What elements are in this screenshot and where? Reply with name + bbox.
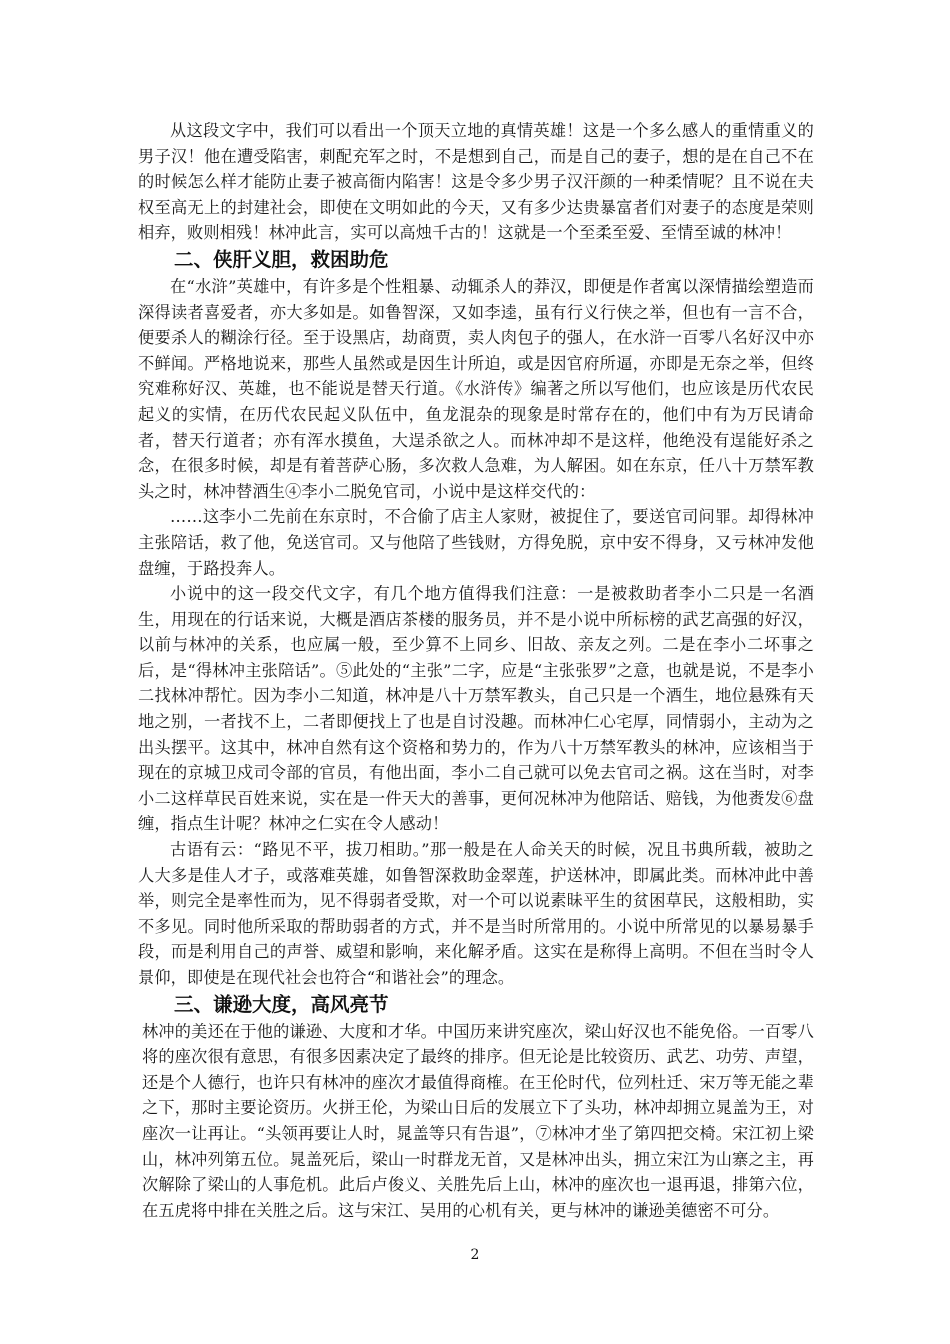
section-heading-3: 三、谦逊大度，高风亮节: [174, 992, 389, 1016]
document-body: [138, 118, 814, 1223]
paragraph-intro: 从这段文字中，我们可以看出一个顶天立地的真情英雄！这是一个多么感人的重情重义的男子汉！他在遭受陷害，刺配充军之时，不是想到自己，而是自己的妻子，想的是在自己不在的时候怎么样才能防止妻子被高衙内陷害！这是令多少男子汉汗颜的一种柔情呢？且不说在夫权至高无上的封建社会，即使在文明如此的今天，又有多少达贵暴富者们对妻子的态度是荣则相弃，败则相残！林冲此言，实可以高烛千古的！这就是一个至柔至爱、至情至诚的林冲！: [138, 121, 814, 243]
paragraph-section3-1: 林冲的美还在于他的谦逊、大度和才华。中国历来讲究座次，梁山好汉也不能免俗。一百零八将的座次很有意思，有很多因素决定了最终的排序。但无论是比较资历、武艺、功劳、声望，还是个人德行，也许只有林冲的座次才最值得商榷。在王伦时代，位列杜迁、宋万等无能之辈之下，那时主要论资历。火拼王伦，为梁山日后的发展立下了头功，林冲却拥立晁盖为王，对座次一让再让。“头领再要让人时，晁盖等只有告退”，⑦林冲才坐了第四把交椅。宋江初上梁山，林冲列第五位。晁盖死后，梁山一时群龙无首，又是林冲出头，拥立宋江为山寨之主，再次解除了梁山的人事危机。此后卢俊义、关胜先后上山，林冲的座次也一退再退，排第六位，在五虎将中排在关胜之后。这与宋江、吴用的心机有关，更与林冲的谦逊美德密不可分。: [142, 1021, 814, 1220]
paragraph-section2-1: 在“水浒”英雄中，有许多是个性粗暴、动辄杀人的莽汉，即便是作者寓以深情描绘塑造而深得读者喜爱者，亦大多如是。如鲁智深，又如李逵，虽有行义行侠之举，但也有一言不合，便要杀人的糊涂行径。至于设黑店，劫商贾，卖人肉包子的强人，在水浒一百零八名好汉中亦不鲜闻。严格地说来，那些人虽然或是因生计所迫，或是因官府所逼，亦即是无奈之举，但终究难称好汉、英雄，也不能说是替天行道。《水浒传》编著之所以写他们，也应该是历代农民起义的实情，在历代农民起义队伍中，鱼龙混杂的现象是时常存在的，他们中有为万民请命者，替天行道者；亦有浑水摸鱼，大逞杀欲之人。而林冲却不是这样，他绝没有逞能好杀之念，在很多时候，却是有着菩萨心肠，多次救人急难，为人解困。如在东京，任八十万禁军教头之时，林冲替酒生④李小二脱免官司，小说中是这样交代的：: [138, 276, 814, 501]
page-number: 2: [470, 1247, 480, 1263]
section-heading-2: 二、侠肝义胆，救困助危: [174, 247, 389, 271]
paragraph-quote-novel: ……这李小二先前在东京时，不合偷了店主人家财，被捉住了，要送官司问罪。却得林冲主张陪话，救了他，免送官司。又与他陪了些钱财，方得免脱，京中安不得身，又亏林冲发他盘缠，于路投奔人。: [138, 507, 814, 578]
paragraph-section2-3: 古语有云：“路见不平，拔刀相助。”那一般是在人命关天的时候，况且书典所载，被助之人大多是佳人才子，或落难英雄，如鲁智深救助金翠莲，护送林冲，即属此类。而林冲此中善举，则完全是率性而为，见不得弱者受欺，对一个可以说素昧平生的贫困草民，这般相助，实不多见。同时他所采取的帮助弱者的方式，并不是当时所常用的。小说中所常见的以暴易暴手段，而是利用自己的声誉、威望和影响，来化解矛盾。这实在是称得上高明。不但在当时令人景仰，即使是在现代社会也符合“和谐社会”的理念。: [138, 840, 814, 987]
paragraph-section2-2: 小说中的这一段交代文字，有几个地方值得我们注意：一是被救助者李小二只是一名酒生，用现在的行话来说，大概是酒店茶楼的服务员，并不是小说中所标榜的武艺高强的好汉，以前与林冲的关系，也应属一般，至少算不上同乡、旧故、亲友之列。二是在李小二坏事之后，是“得林冲主张陪话”。⑤此处的“主张”二字，应是“主张张罗”之意，也就是说，不是李小二找林冲帮忙。因为李小二知道，林冲是八十万禁军教头，自己只是一个酒生，地位悬殊有天地之别，一者找不上，二者即便找上了也是自讨没趣。而林冲仁心宅厚，同情弱小，主动为之出头摆平。这其中，林冲自然有这个资格和势力的，作为八十万禁军教头的林冲，应该相当于现在的京城卫戍司令部的官员，有他出面，李小二自己就可以免去官司之祸。这在当时，对李小二这样草民百姓来说，实在是一件天大的善事，更何况林冲为他陪话、赔钱，为他赉发⑥盘缠，指点生计呢？林冲之仁实在令人感动！: [138, 584, 814, 834]
